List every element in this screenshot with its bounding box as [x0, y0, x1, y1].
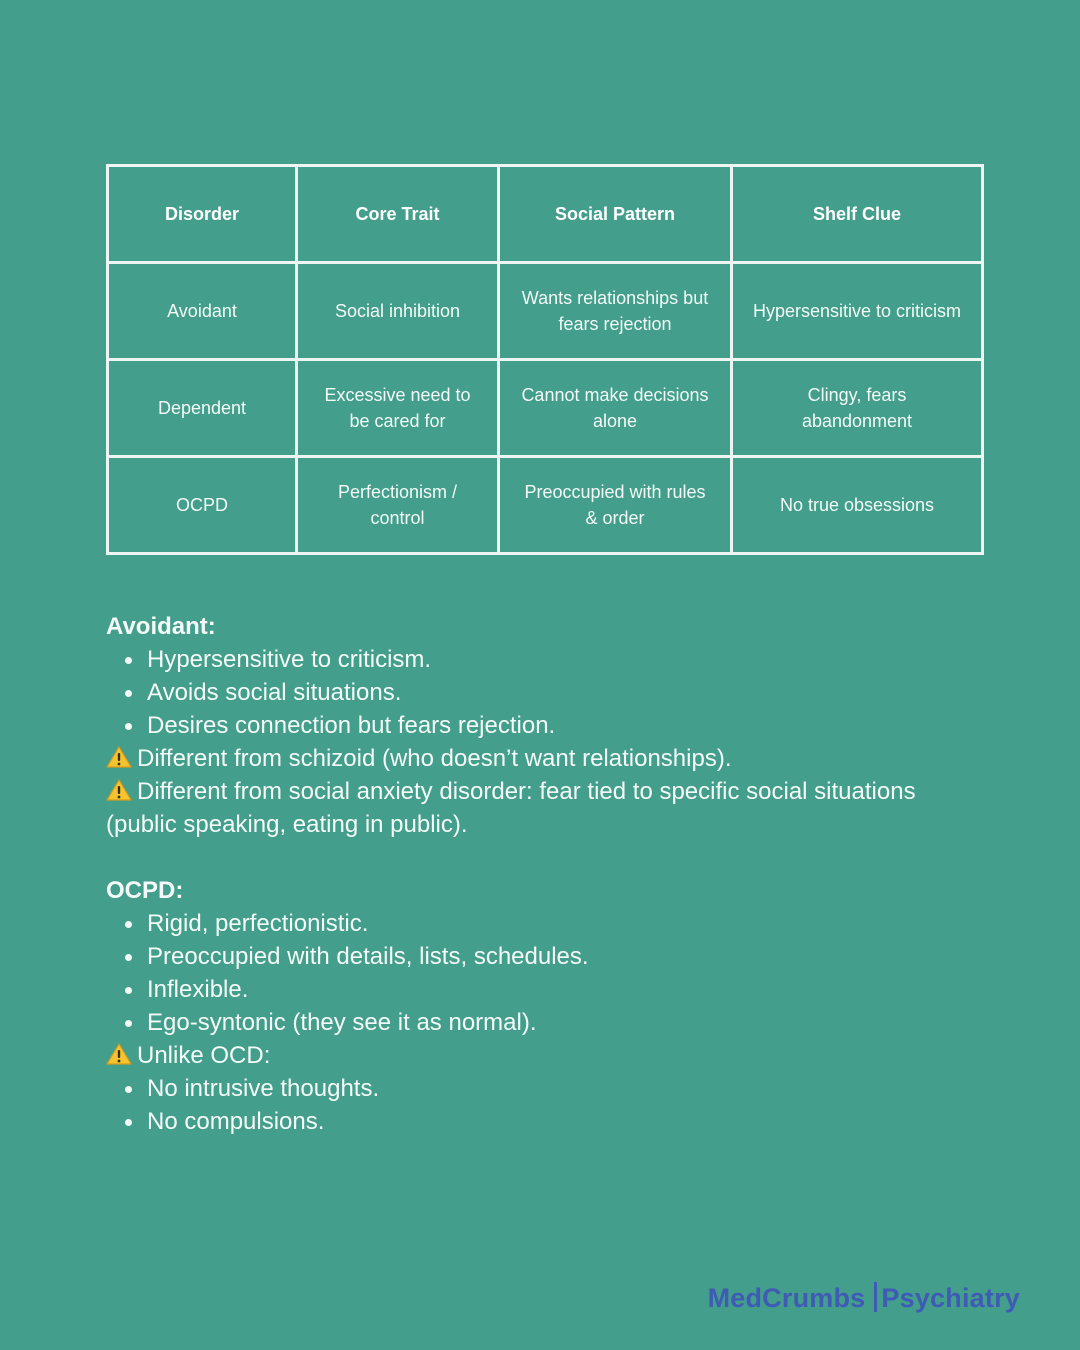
table-row [108, 360, 983, 457]
brand-name: MedCrumbs [707, 1283, 866, 1313]
avoidant-warning-social-anxiety [106, 775, 986, 841]
list-item: Preoccupied with details, lists, schedules. [147, 940, 986, 973]
avoidant-warning-schizoid [106, 742, 986, 775]
brand-divider [874, 1282, 877, 1312]
table-cell: OCPD [108, 457, 297, 554]
header-shelf-clue: Shelf Clue [732, 166, 983, 263]
avoidant-bullets [106, 643, 986, 742]
brand-section: Psychiatry [881, 1283, 1020, 1313]
table-cell: Dependent [108, 360, 297, 457]
warning-icon [106, 779, 132, 801]
warning-text: Different from schizoid (who doesn’t want relationships). [137, 745, 732, 772]
table-cell: No true obsessions [732, 457, 983, 554]
section-gap [106, 841, 986, 874]
ocpd-warning-bullets [106, 1072, 986, 1138]
list-item: Inflexible. [147, 973, 986, 1006]
list-item: Hypersensitive to criticism. [147, 643, 986, 676]
ocpd-warning [106, 1039, 986, 1072]
notes-section [106, 610, 986, 1138]
table-cell: Preoccupied with rules & order [499, 457, 732, 554]
table-cell: Excessive need to be cared for [297, 360, 499, 457]
list-item: No intrusive thoughts. [147, 1072, 986, 1105]
avoidant-title: Avoidant: [106, 613, 216, 640]
table-cell: Social inhibition [297, 263, 499, 360]
list-item: Avoids social situations. [147, 676, 986, 709]
table-cell: Perfectionism / control [297, 457, 499, 554]
table-cell: Clingy, fears abandonment [732, 360, 983, 457]
warning-icon [106, 1043, 132, 1065]
warning-text: Unlike OCD: [137, 1042, 271, 1069]
table-cell: Cannot make decisions alone [499, 360, 732, 457]
table-header-row [108, 166, 983, 263]
table-cell: Avoidant [108, 263, 297, 360]
comparison-table [106, 164, 984, 555]
table-row [108, 263, 983, 360]
table-cell: Wants relationships but fears rejection [499, 263, 732, 360]
comparison-table-wrap [106, 164, 984, 555]
list-item: No compulsions. [147, 1105, 986, 1138]
warning-text: Different from social anxiety disorder: fear tied to specific social situations (public speaking, eating in public). [106, 778, 916, 838]
table-row [108, 457, 983, 554]
table-cell: Hypersensitive to criticism [732, 263, 983, 360]
header-disorder: Disorder [108, 166, 297, 263]
list-item: Desires connection but fears rejection. [147, 709, 986, 742]
ocpd-title: OCPD: [106, 877, 184, 904]
header-social-pattern: Social Pattern [499, 166, 732, 263]
list-item: Rigid, perfectionistic. [147, 907, 986, 940]
header-core-trait: Core Trait [297, 166, 499, 263]
list-item: Ego-syntonic (they see it as normal). [147, 1006, 986, 1039]
warning-icon [106, 746, 132, 768]
brand-footer [708, 1282, 1020, 1314]
ocpd-bullets [106, 907, 986, 1039]
